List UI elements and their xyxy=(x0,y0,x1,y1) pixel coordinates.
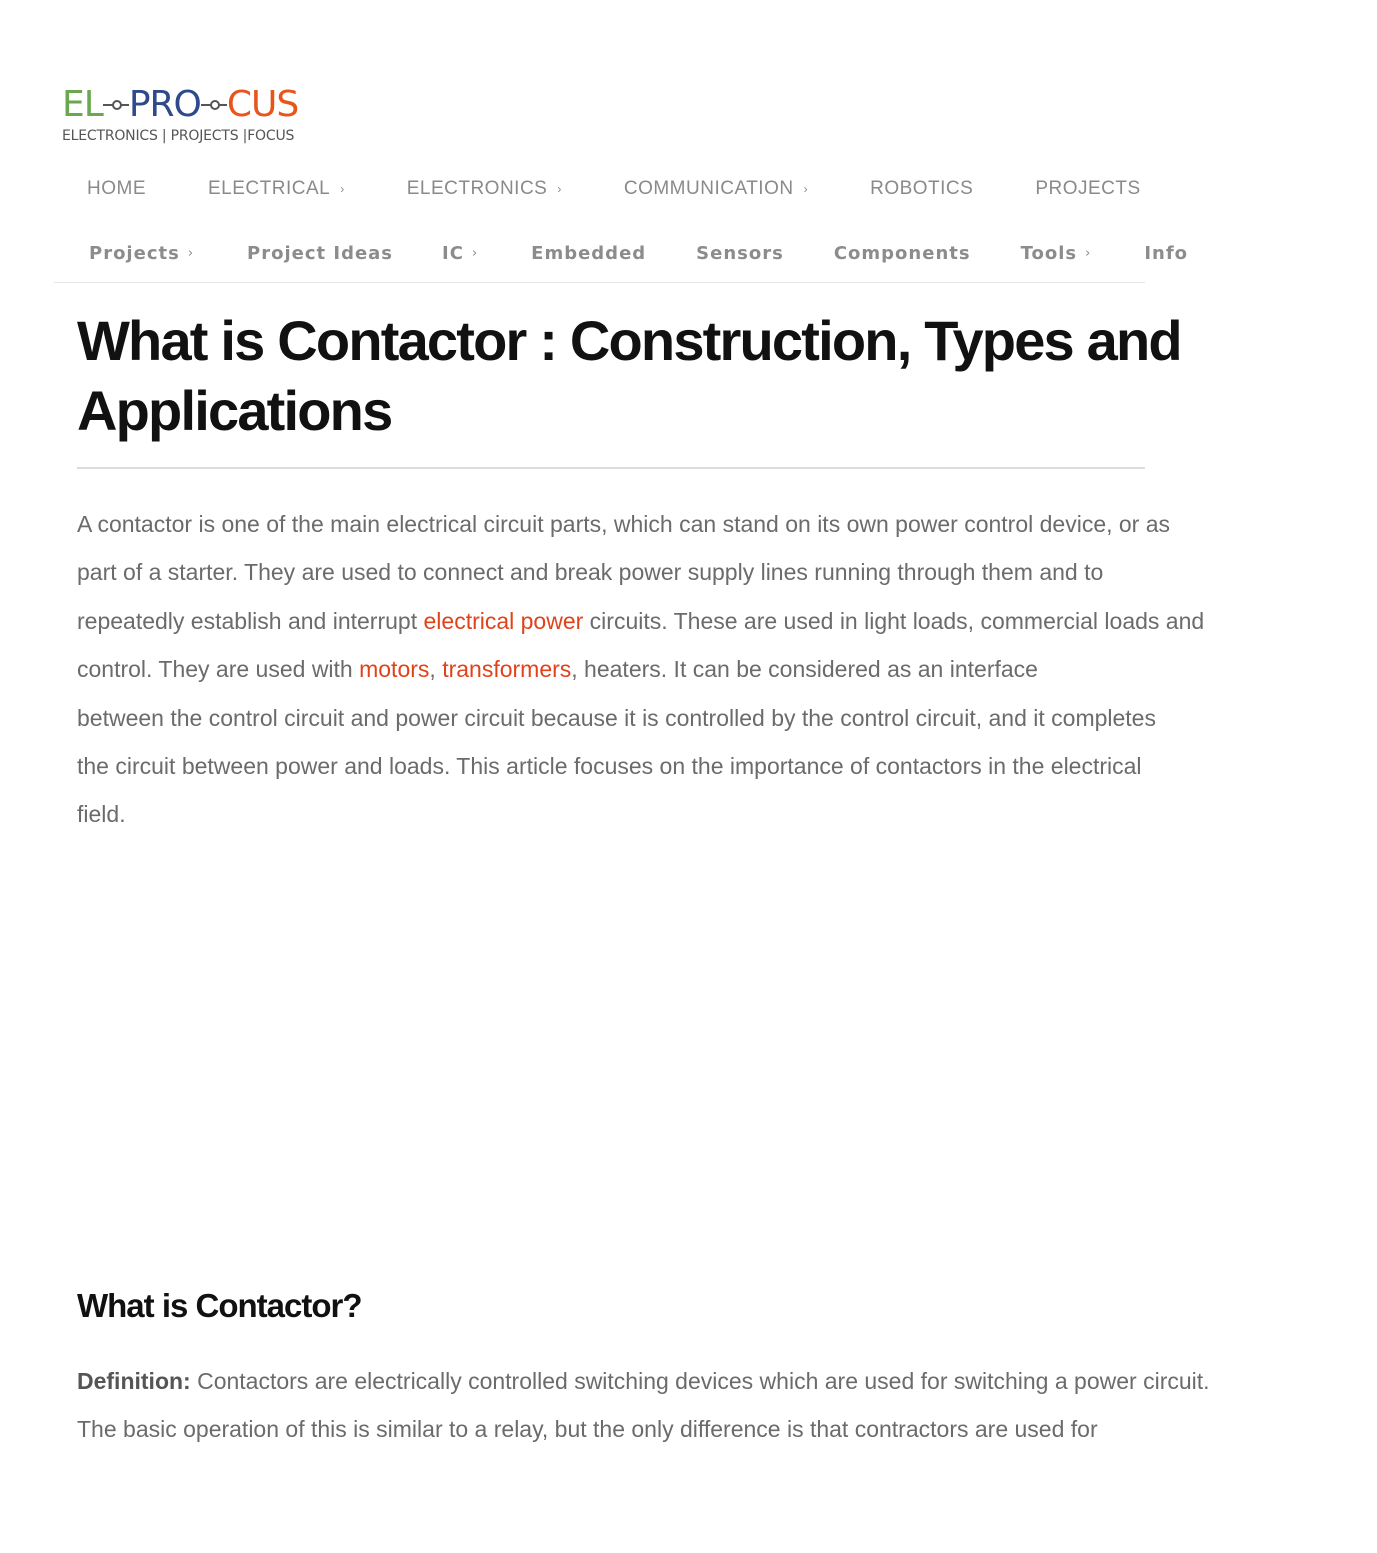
paragraph-line xyxy=(77,645,1277,693)
nav-item-electronics[interactable] xyxy=(407,178,562,200)
chevron-right-icon: › xyxy=(557,182,562,196)
title-line: What is Contactor : Construction, Types and xyxy=(77,309,1181,372)
text-run: Contactors are electrically controlled switching devices which are used for switching a power circuit. xyxy=(190,1368,1210,1394)
article-title xyxy=(77,306,1377,446)
subnav-item-sensors[interactable] xyxy=(696,243,784,264)
chevron-right-icon: › xyxy=(340,182,345,196)
text-run: control. They are used with xyxy=(77,656,360,683)
subnav-item-label: Project Ideas xyxy=(247,243,394,264)
subnav-item-projects[interactable] xyxy=(89,243,194,264)
subnav-item-label: IC xyxy=(442,243,464,264)
nav-item-label: HOME xyxy=(87,178,146,199)
primary-nav xyxy=(87,178,1141,200)
paragraph-line xyxy=(77,597,1277,645)
subnav-item-components[interactable] xyxy=(834,243,971,264)
content-area xyxy=(54,0,1210,1553)
link-electrical-power[interactable]: electrical power xyxy=(423,607,584,634)
subnav-item-embedded[interactable] xyxy=(531,243,646,264)
subnav-item-label: Sensors xyxy=(696,243,784,264)
logo-pro-text: PRO xyxy=(128,84,201,125)
nav-item-label: ELECTRICAL xyxy=(208,178,331,199)
logo-cus-text: CUS xyxy=(226,84,299,125)
definition-paragraph xyxy=(77,1357,1277,1454)
paragraph-line: between the control circuit and power circuit because it is controlled by the control circuit, and it completes xyxy=(77,704,1156,731)
subnav-item-ic[interactable] xyxy=(442,243,478,264)
nav-item-electrical[interactable] xyxy=(208,178,345,200)
subnav-item-label: Projects xyxy=(89,243,180,264)
subnav-item-label: Tools xyxy=(1020,243,1078,264)
paragraph-line: field. xyxy=(77,801,126,828)
text-run: repeatedly establish and interrupt xyxy=(77,607,424,634)
subnav-item-label: Components xyxy=(833,243,971,264)
nav-item-robotics[interactable] xyxy=(870,178,973,200)
nav-item-home[interactable] xyxy=(87,178,146,200)
paragraph-line: the circuit between power and loads. This article focuses on the importance of contactors in the electrical xyxy=(77,752,1142,779)
title-divider xyxy=(77,467,1145,469)
nav-item-label: COMMUNICATION xyxy=(623,178,794,199)
nav-item-projects[interactable] xyxy=(1035,178,1140,200)
intro-paragraph xyxy=(77,500,1277,839)
nav-divider xyxy=(54,282,1145,283)
subnav-item-label: Embedded xyxy=(531,243,647,264)
subnav-item-info[interactable] xyxy=(1144,243,1188,264)
nav-item-label: ROBOTICS xyxy=(870,178,974,199)
section-heading: What is Contactor? xyxy=(77,1287,362,1324)
chevron-right-icon: › xyxy=(803,182,809,196)
paragraph-line: The basic operation of this is similar to a relay, but the only difference is that contractors are used for xyxy=(77,1416,1098,1443)
paragraph-line: A contactor is one of the main electrical circuit parts, which can stand on its own power control device, or as xyxy=(77,511,1171,537)
nav-item-label: PROJECTS xyxy=(1035,178,1141,199)
text-run: , xyxy=(429,656,443,683)
nav-item-label: ELECTRONICS xyxy=(406,178,548,199)
subnav-item-tools[interactable] xyxy=(1021,243,1092,264)
chevron-right-icon: › xyxy=(471,246,479,261)
paragraph-line: part of a starter. They are used to connect and break power supply lines running through them and to xyxy=(77,559,1104,586)
nav-item-communication[interactable] xyxy=(624,178,808,200)
logo-el-text: EL xyxy=(62,84,103,125)
link-transformers[interactable]: transformers xyxy=(442,656,572,683)
text-run: , heaters. It can be considered as an interface xyxy=(571,656,1038,683)
title-line: Applications xyxy=(77,379,392,442)
definition-label: Definition: xyxy=(77,1368,191,1394)
text-run: circuits. These are used in light loads, commercial loads and xyxy=(583,607,1205,634)
subnav-item-project-ideas[interactable] xyxy=(247,243,393,264)
subnav-item-label: Info xyxy=(1144,243,1189,264)
paragraph-line xyxy=(77,1357,1277,1405)
secondary-nav xyxy=(89,243,1188,264)
chevron-right-icon: › xyxy=(1085,246,1092,261)
chevron-right-icon: › xyxy=(187,246,195,261)
link-motors[interactable]: motors xyxy=(359,656,430,683)
logo-tagline: ELECTRONICS | PROJECTS |FOCUS xyxy=(62,128,295,144)
